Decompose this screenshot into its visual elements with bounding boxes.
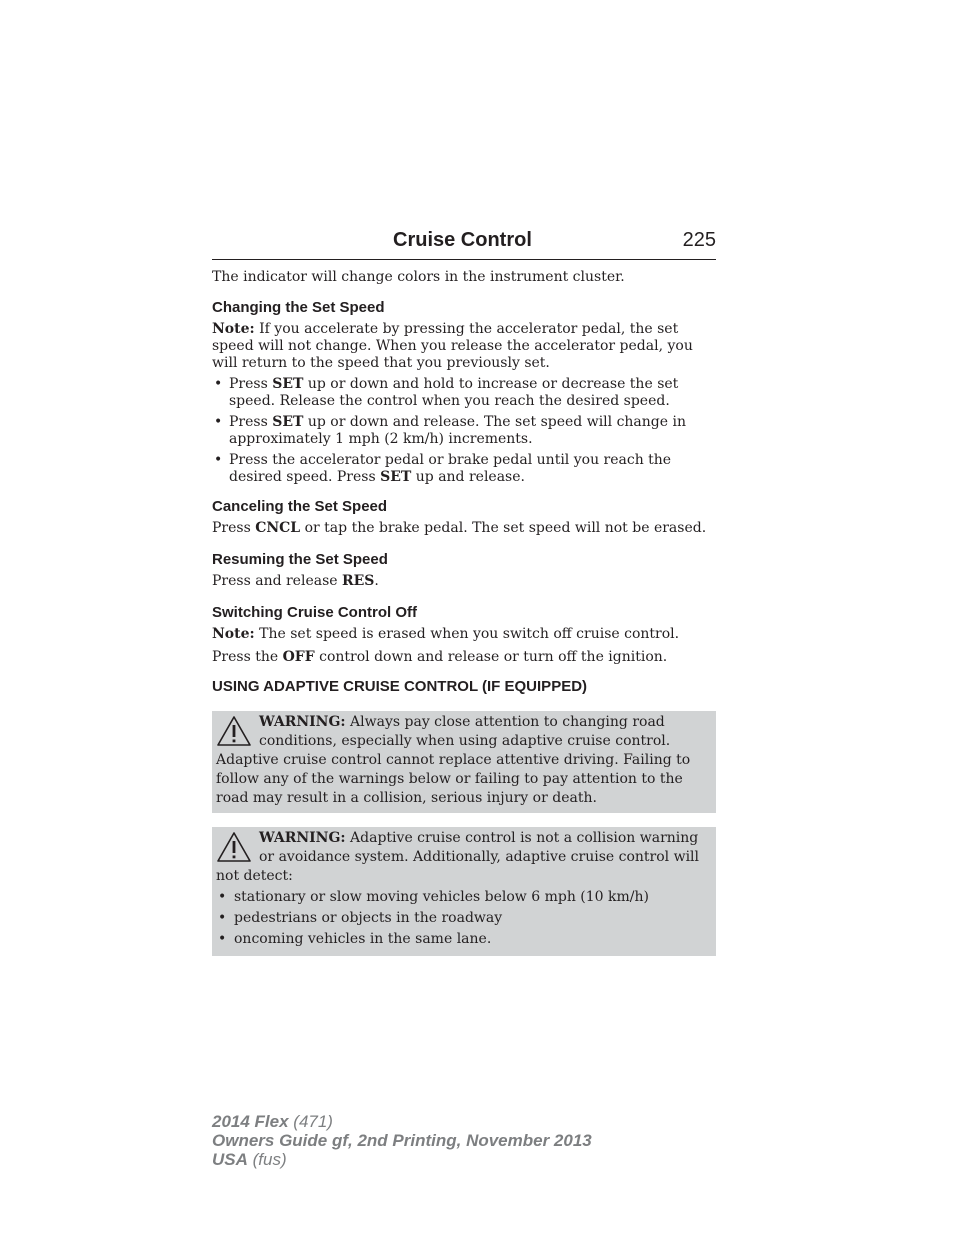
bullet-icon: • <box>214 376 223 392</box>
control-key: OFF <box>282 649 315 665</box>
bullet-icon: • <box>218 931 227 947</box>
note-text: If you accelerate by pressing the accelerator pedal, the set speed will not change. When you release the accelerator pedal, you will return to the speed that you previously set. <box>212 321 693 371</box>
footer-text: (471) <box>288 1112 333 1131</box>
text: or tap the brake pedal. The set speed will not be erased. <box>300 520 707 536</box>
heading-changing-set-speed: Changing the Set Speed <box>212 299 385 316</box>
warning-body: Adaptive cruise control is not a collision warning or avoidance system. Additionally, adaptive cruise control will not detect: <box>216 830 700 884</box>
bullet-icon: • <box>218 889 227 905</box>
warning-triangle-icon <box>216 831 252 865</box>
text: Press <box>212 520 256 536</box>
control-key: RES <box>342 573 375 589</box>
resuming-paragraph <box>212 573 716 590</box>
list-item <box>216 930 712 949</box>
list-item <box>212 414 716 448</box>
heading-canceling-set-speed: Canceling the Set Speed <box>212 498 388 515</box>
bullet-text: Press the accelerator pedal or brake pedal until you reach the desired speed. Press <box>229 452 672 485</box>
list-item <box>216 909 712 928</box>
control-key: SET <box>272 414 304 430</box>
changing-bullet-list <box>212 376 716 486</box>
warning-box-1 <box>212 711 716 813</box>
footer-line-model <box>212 1112 592 1131</box>
section-title: Cruise Control <box>393 229 532 251</box>
warning-box-2 <box>212 827 716 956</box>
text: . <box>374 573 379 589</box>
list-item <box>216 888 712 907</box>
bullet-text: stationary or slow moving vehicles below 6 mph (10 km/h) <box>234 889 649 905</box>
bullet-icon: • <box>214 452 223 468</box>
note-label: Note: <box>212 626 255 642</box>
warning-label: WARNING: <box>259 830 346 846</box>
warning-body: Always pay close attention to changing road conditions, especially when using adaptive cruise control. Adaptive cruise control cannot replace attentive driving. Failing to follow any of the warnings below or failing to pay attention to the road may result in a collision, serious injury or death. <box>216 714 691 806</box>
footer-text: USA <box>212 1150 248 1169</box>
page-header <box>212 226 716 260</box>
note-switching <box>212 626 716 643</box>
note-changing <box>212 321 716 372</box>
warning-bullet-list <box>216 888 712 949</box>
control-key: SET <box>380 469 412 485</box>
bullet-text: oncoming vehicles in the same lane. <box>234 931 492 947</box>
text: Press and release <box>212 573 342 589</box>
footer-line-region <box>212 1150 592 1169</box>
bullet-icon: • <box>218 910 227 926</box>
list-item <box>212 452 716 486</box>
heading-switching-off: Switching Cruise Control Off <box>212 604 417 621</box>
note-text: The set speed is erased when you switch off cruise control. <box>254 626 680 642</box>
text: Press the <box>212 649 283 665</box>
heading-adaptive-cruise: USING ADAPTIVE CRUISE CONTROL (IF EQUIPPED) <box>212 678 588 695</box>
control-key: CNCL <box>255 520 301 536</box>
switching-paragraph <box>212 649 716 666</box>
control-key: SET <box>272 376 304 392</box>
footer-text: 2014 Flex <box>212 1112 289 1131</box>
text: control down and release or turn off the ignition. <box>314 649 668 665</box>
page-number: 225 <box>682 229 716 251</box>
bullet-text: Press <box>229 414 273 430</box>
footer-text: (fus) <box>247 1150 287 1169</box>
bullet-text: up or down and hold to increase or decrease the set speed. Release the control when you reach the desired speed. <box>229 376 679 409</box>
bullet-text: Press <box>229 376 273 392</box>
note-label: Note: <box>212 321 255 337</box>
warning-triangle-icon <box>216 715 252 749</box>
bullet-text: pedestrians or objects in the roadway <box>234 910 503 926</box>
list-item <box>212 376 716 410</box>
bullet-text: up and release. <box>411 469 525 485</box>
intro-paragraph: The indicator will change colors in the instrument cluster. <box>212 269 625 285</box>
warning-text <box>216 713 712 808</box>
footer-line-guide: Owners Guide gf, 2nd Printing, November 2013 <box>212 1131 592 1150</box>
warning-text <box>216 829 712 886</box>
page-footer <box>212 1112 592 1169</box>
heading-resuming-set-speed: Resuming the Set Speed <box>212 551 388 568</box>
bullet-icon: • <box>214 414 223 430</box>
bullet-text: up or down and release. The set speed will change in approximately 1 mph (2 km/h) increments. <box>229 414 686 447</box>
warning-label: WARNING: <box>259 714 346 730</box>
manual-page <box>212 226 716 956</box>
canceling-paragraph <box>212 520 716 537</box>
